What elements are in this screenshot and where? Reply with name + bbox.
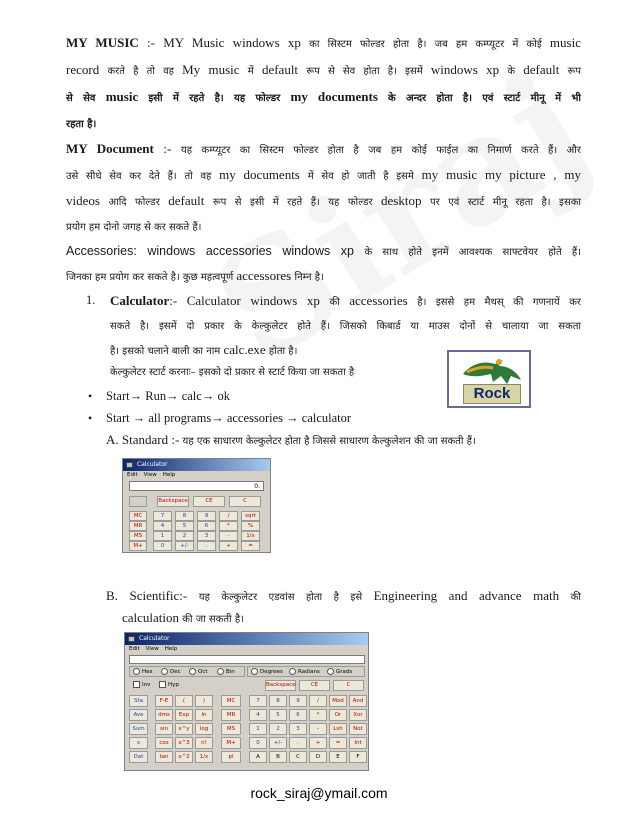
calculator-key[interactable]: - [309, 723, 327, 735]
text-run: My music [182, 62, 248, 77]
window-title: Calculator [137, 461, 168, 468]
calculator-key[interactable]: 3 [289, 723, 307, 735]
menu-help[interactable]: Help [164, 646, 178, 652]
calculator-key[interactable]: + [309, 737, 327, 749]
calculator-key[interactable]: M+ [129, 541, 147, 551]
calculator-key[interactable]: ln [195, 709, 213, 721]
text-run: के [507, 66, 524, 77]
calculator-key[interactable]: sqrt [241, 511, 260, 521]
paragraph-line [66, 167, 581, 183]
calculator-key[interactable]: 1/x [241, 531, 260, 541]
text-run: default [261, 62, 307, 77]
calculator-key[interactable]: 2 [269, 723, 287, 735]
calculator-key[interactable]: MS [221, 723, 241, 735]
text-run: करते है तो वह [107, 66, 183, 77]
calculator-key[interactable]: Not [349, 723, 367, 735]
calculator-key[interactable]: * [219, 521, 238, 531]
calculator-key[interactable]: Mod [329, 695, 347, 707]
calculator-key[interactable]: x^2 [175, 751, 193, 763]
calculator-key[interactable]: +/- [269, 737, 287, 749]
text-run: की [570, 592, 581, 603]
text-run: है। इससे हम मैथस् की गणनायें कर [417, 297, 581, 308]
calculator-key[interactable]: F [349, 751, 367, 763]
calculator-key[interactable]: 1 [249, 723, 267, 735]
paragraph-line [66, 116, 581, 131]
checkbox-label: Hyp [168, 682, 179, 688]
window-title: Calculator [139, 635, 170, 642]
menu-edit[interactable]: Edit [129, 646, 140, 652]
calculator-key[interactable]: E [329, 751, 347, 763]
text-run: यह एक साधारण केल्कुलेटर होता है जिससे साधारण केल्कुलेशन की जा सकती हैं। [182, 436, 476, 447]
calculator-key[interactable]: 5 [175, 521, 194, 531]
calculator-key[interactable]: pi [221, 751, 241, 763]
calculator-key[interactable]: . [289, 737, 307, 749]
calculator-key[interactable]: = [241, 541, 260, 551]
calculator-key[interactable]: 6 [197, 521, 216, 531]
angle-radio[interactable] [327, 668, 352, 675]
calculator-key[interactable]: 6 [289, 709, 307, 721]
text-run: के अन्दर होता है। एवं स्टार्ट मीनू में भी [387, 93, 581, 104]
paragraph-line [110, 318, 581, 333]
calculator-key[interactable]: tan [155, 751, 173, 763]
base-radio[interactable] [133, 668, 153, 675]
text-run: windows xp [430, 62, 508, 77]
footer-email: rock_siraj@ymail.com [250, 785, 388, 801]
menu-edit[interactable]: Edit [127, 472, 138, 478]
text-run: इसी में रहते है। यह फोल्डर [148, 93, 291, 104]
calculator-key[interactable]: C [229, 496, 261, 507]
paragraph-line [66, 244, 581, 259]
calculator-key[interactable]: ( [175, 695, 193, 707]
text-run: default [168, 193, 213, 208]
paragraph-line [110, 364, 440, 379]
calculator-key[interactable]: A [249, 751, 267, 763]
radio-label: Bin [226, 669, 235, 675]
calculator-key[interactable]: x^y [175, 723, 193, 735]
text-run: यह कम्प्यूटर का सिस्टम फोल्डर होता है जब हम कोई फाईल का निमार्ण करते हैं। और [180, 145, 581, 156]
calculator-key[interactable]: % [241, 521, 260, 531]
calculator-key[interactable]: MC [129, 511, 147, 521]
paragraph-line [66, 219, 581, 234]
calculator-key[interactable]: +/- [175, 541, 194, 551]
calculator-key[interactable]: Dat [129, 751, 148, 763]
calculator-key[interactable]: 5 [269, 709, 287, 721]
calculator-key[interactable]: CE [193, 496, 225, 507]
calculator-key[interactable]: 3 [197, 531, 216, 541]
angle-radio[interactable] [289, 668, 320, 675]
text-run: आदि फोल्डर [108, 197, 169, 208]
text-run: में सेव हो जाती है इसमे [307, 171, 422, 182]
text-run: music [105, 89, 149, 104]
text-run: accessores [236, 268, 295, 283]
calculator-key[interactable]: Exp [175, 709, 193, 721]
calculator-key[interactable]: Backspace [265, 680, 296, 691]
paragraph-line [66, 193, 581, 209]
menu-help[interactable]: Help [162, 472, 176, 478]
calculator-key[interactable]: Ave [129, 709, 148, 721]
calculator-key[interactable]: n! [195, 737, 213, 749]
text-run: MY MUSIC [66, 35, 139, 50]
calculator-key[interactable]: 1 [153, 531, 172, 541]
text-run: केल्कुलेटर स्टार्ट करनाः– इसको दो प्रकार से स्टार्ट किया जा सकता है [110, 367, 355, 378]
bullet-mark: • [88, 411, 93, 425]
calculator-key[interactable]: MC [221, 695, 241, 707]
text-run: होता है। [268, 346, 298, 357]
text-run: desktop [381, 193, 430, 208]
text-run: की [329, 297, 350, 308]
text-run: music [549, 35, 581, 50]
checkbox-label: Inv [142, 682, 151, 688]
calculator-key[interactable]: MR [129, 521, 147, 531]
text-run: :- Calculator windows xp [169, 293, 330, 308]
calculator-key[interactable]: 8 [175, 511, 194, 521]
calculator-display: 0. [129, 481, 264, 491]
text-run: MY Document [66, 141, 154, 156]
base-radio[interactable] [217, 668, 235, 675]
calculator-key[interactable]: 8 [269, 695, 287, 707]
calculator-key[interactable]: - [219, 531, 238, 541]
calculator-key[interactable]: Int [349, 737, 367, 749]
radio-label: Radians [298, 669, 320, 675]
standard-calculator-window [122, 458, 271, 553]
calculator-icon [128, 636, 135, 642]
calculator-display [129, 655, 365, 664]
calculator-key[interactable]: log [195, 723, 213, 735]
text-run: रूप से सेव होता है। इसमें [306, 66, 431, 77]
logo-label: Rock [463, 384, 521, 404]
text-run: में [247, 66, 262, 77]
text-run: :- MY Music windows xp [138, 35, 310, 50]
calculator-key[interactable]: 2 [175, 531, 194, 541]
text-run: जिनका हम प्रयोग कर सकते है। कुछ महत्वपूर्ण [66, 272, 237, 283]
calculator-key[interactable]: CE [299, 680, 330, 691]
option-checkbox[interactable] [133, 681, 150, 688]
bullet-mark: • [88, 389, 93, 403]
text-run: का सिस्टम फोल्डर होता है। जब हम कम्प्यूटर में कोई [309, 39, 550, 50]
paragraph-line [66, 141, 581, 157]
calculator-key[interactable]: ) [195, 695, 213, 707]
text-run: रूप [567, 66, 581, 77]
paragraph-line [66, 62, 581, 78]
calculator-key[interactable]: And [349, 695, 367, 707]
calculator-key[interactable]: Sum [129, 723, 148, 735]
text-run: B. Scientific:- [106, 588, 199, 603]
calculator-key[interactable]: 9 [197, 511, 216, 521]
calculator-key[interactable]: 4 [153, 521, 172, 531]
text-run: निम्न है। [294, 272, 324, 283]
calculator-key[interactable]: 9 [289, 695, 307, 707]
paragraph-line [66, 89, 581, 105]
base-radio[interactable] [189, 668, 208, 675]
text-run: Calculator [110, 293, 170, 308]
text-run: videos [66, 193, 109, 208]
menu-bar [125, 645, 368, 654]
paragraph-line [66, 35, 581, 51]
text-run: record [66, 62, 108, 77]
text-run: से सेव [66, 93, 106, 104]
text-run: सकते है। इसमें दो प्रकार के केल्कुलेटर होते हैं। जिसको किबार्ड या माउस दोनों से चालाया जा सकता [110, 321, 581, 332]
text-run: my documents [290, 89, 388, 104]
paragraph-line [66, 268, 581, 284]
base-radio[interactable] [161, 668, 181, 675]
menu-view[interactable]: View [145, 646, 159, 652]
text-run: my music my picture , my [421, 167, 581, 182]
text-run: रूप से इसी में रहते हैं। यह फोल्डर [212, 197, 382, 208]
text-run: पर एवं स्टार्ट मीनू रहता है। इसका [429, 197, 581, 208]
calculator-key[interactable]: Backspace [157, 496, 189, 507]
calculator-key[interactable]: MS [129, 531, 147, 541]
text-run: है। इसको चलाने बाली का नाम [110, 346, 224, 357]
text-run: calc.exe [223, 342, 269, 357]
rock-logo [447, 350, 531, 408]
text-run: Accessories: windows accessories windows xp [66, 244, 365, 258]
calculator-key[interactable]: Sta [129, 695, 148, 707]
text-run: default [523, 62, 568, 77]
calculator-key[interactable]: MR [221, 709, 241, 721]
paragraph-line [122, 610, 422, 626]
paragraph-line [106, 432, 586, 448]
text-run: यह केल्कुलेटर एडवांस होता है इसे [198, 592, 374, 603]
calculator-key[interactable]: Lsh [329, 723, 347, 735]
calculator-key[interactable]: D [309, 751, 327, 763]
angle-radio[interactable] [251, 668, 283, 675]
calculator-key[interactable]: C [333, 680, 364, 691]
bullet-text: Start→ Run→ calc→ ok [106, 389, 230, 403]
window-title-bar [123, 459, 270, 471]
list-number: 1. [86, 293, 96, 307]
paragraph-line [110, 293, 581, 309]
text-run: प्रयोग हम दोनो जगह से कर सकते हैं। [66, 222, 202, 233]
calculator-key[interactable]: C [289, 751, 307, 763]
text-run: accessories [349, 293, 418, 308]
calculator-key[interactable]: 0 [153, 541, 172, 551]
calculator-key[interactable]: 7 [249, 695, 267, 707]
scientific-calculator-window [124, 632, 369, 771]
text-run: की जा सकती है। [182, 614, 244, 625]
calculator-key[interactable]: + [219, 541, 238, 551]
calculator-key[interactable]: Xor [349, 709, 367, 721]
calculator-key[interactable]: = [329, 737, 347, 749]
calculator-key[interactable]: F-E [155, 695, 173, 707]
menu-bar [123, 471, 270, 480]
text-run: A. Standard :- [106, 432, 183, 447]
calculator-key[interactable]: dms [155, 709, 173, 721]
calculator-key[interactable]: cos [155, 737, 173, 749]
radio-label: Degrees [260, 669, 283, 675]
memory-indicator [129, 496, 147, 507]
text-run: उसे सीधे सेव कर देते हैं। तो वह [66, 171, 220, 182]
radio-label: Oct [198, 669, 208, 675]
calculator-key[interactable]: 1/x [195, 751, 213, 763]
menu-view[interactable]: View [143, 472, 157, 478]
runner-icon [457, 354, 525, 388]
calculator-key[interactable]: / [309, 695, 327, 707]
calculator-key[interactable]: 0 [249, 737, 267, 749]
radio-label: Hex [142, 669, 153, 675]
calculator-key[interactable]: 7 [153, 511, 172, 521]
window-title-bar [125, 633, 368, 645]
calculator-key[interactable]: s [129, 737, 148, 749]
option-checkbox[interactable] [159, 681, 179, 688]
calculator-key[interactable]: x^3 [175, 737, 193, 749]
text-run: Engineering and advance math [373, 588, 571, 603]
radio-label: Grads [336, 669, 353, 675]
calculator-key[interactable]: Or [329, 709, 347, 721]
radio-label: Dec [170, 669, 181, 675]
paragraph-line [110, 342, 440, 358]
calculator-key[interactable]: * [309, 709, 327, 721]
paragraph-line [106, 588, 581, 604]
calculator-key[interactable]: 4 [249, 709, 267, 721]
calculator-key[interactable]: M+ [221, 737, 241, 749]
text-run: रहता है। [66, 119, 97, 130]
text-run: :- [153, 141, 181, 156]
text-run: my documents [219, 167, 308, 182]
text-run: calculation [122, 610, 183, 625]
text-run: के साथ होते इनमें आवश्यक साफ्टवेयर होते हैं। [364, 247, 581, 258]
calculator-key[interactable]: . [197, 541, 216, 551]
calculator-icon [126, 462, 133, 468]
calculator-key[interactable]: B [269, 751, 287, 763]
bullet-text: Start → all programs→ accessories → calculator [106, 411, 352, 425]
calculator-key[interactable]: / [219, 511, 238, 521]
calculator-key[interactable]: sin [155, 723, 173, 735]
